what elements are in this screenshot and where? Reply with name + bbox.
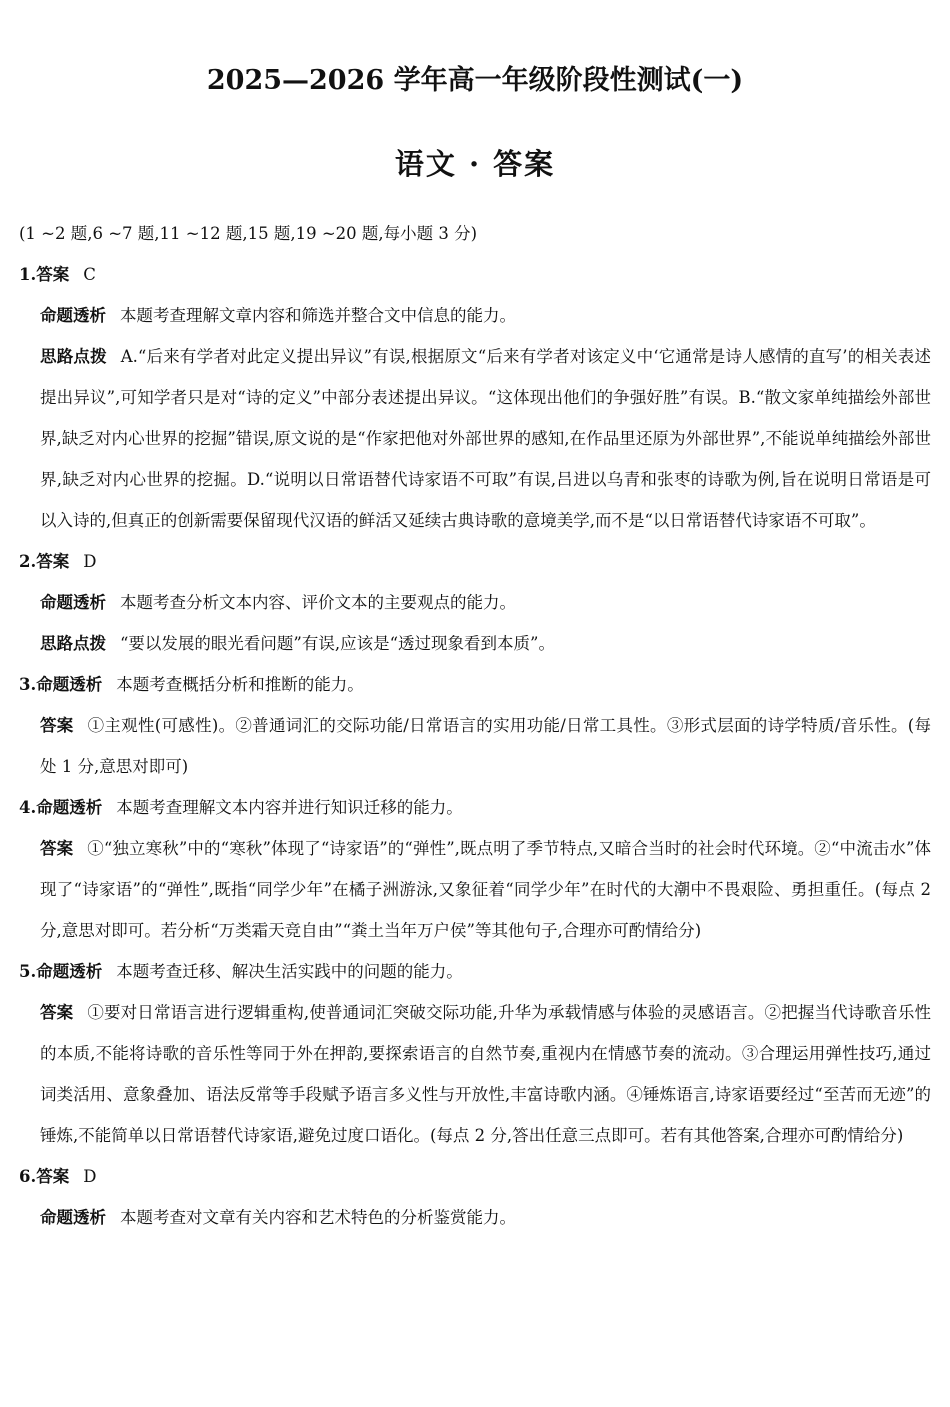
- scoring-note: (1 ~2 题,6 ~7 题,11 ~12 题,15 题,19 ~20 题,每小题 3 分): [19, 224, 478, 243]
- hint-text: “要以发展的眼光看问题”有误,应该是“透过现象看到本质”。: [120, 634, 555, 653]
- question-number: 4.: [19, 798, 37, 817]
- hint-label: 思路点拨: [40, 634, 106, 653]
- question-2-insight: [19, 582, 931, 623]
- insight-label: 命题透析: [36, 675, 103, 694]
- insight-label: 命题透析: [36, 962, 103, 981]
- question-number: 6.: [19, 1167, 37, 1186]
- hint-text: A.“后来有学者对此定义提出异议”有误,根据原文“后来有学者对该定义中‘它通常是诗人感情的直写’的相关表述提出异议”,可知学者只是对“诗的定义”中部分表述提出异议。“这体现出他们的争强好胜”有误。B.“散文家单纯描绘外部世界,缺乏对内心世界的挖掘”错误,原文说的是“作家把他对外部世界的感知,在作品里还原为外部世界”,不能说单纯描绘外部世界,缺乏对内心世界的挖掘。D.“说明以日常语替代诗家语不可取”有误,吕进以乌青和张枣的诗歌为例,旨在说明日常语是可以入诗的,但真正的创新需要保留现代汉语的鲜活又延续古典诗歌的意境美学,而不是“以日常语替代诗家语不可取”。: [40, 347, 932, 530]
- answer-value: C: [83, 265, 96, 284]
- answer-text: ①“独立寒秋”中的“寒秋”体现了“诗家语”的“弹性”,既点明了季节特点,又暗合当时的社会时代环境。②“中流击水”体现了“诗家语”的“弹性”,既指“同学少年”在橘子洲游泳,又象征着“同学少年”在时代的大潮中不畏艰险、勇担重任。(每点 2 分,意思对即可。若分析“万类霜天竞自由”“粪土当年万户侯”等其他句子,合理亦可酌情给分): [40, 839, 931, 940]
- question-2-hint: [19, 623, 931, 664]
- question-6-answer-line: [19, 1156, 931, 1197]
- insight-label: 命题透析: [36, 798, 103, 817]
- answer-label: 答案: [36, 552, 70, 571]
- insight-text: 本题考查迁移、解决生活实践中的问题的能力。: [116, 962, 463, 981]
- hint-label: 思路点拨: [40, 347, 107, 366]
- question-1-answer-line: [19, 254, 931, 295]
- question-5-answer: [19, 992, 931, 1156]
- insight-text: 本题考查理解文本内容并进行知识迁移的能力。: [116, 798, 463, 817]
- insight-label: 命题透析: [40, 593, 106, 612]
- answer-label: 答案: [40, 1003, 74, 1022]
- answer-label: 答案: [40, 716, 74, 735]
- answer-value: D: [83, 552, 97, 571]
- question-3-answer: [19, 705, 931, 787]
- answer-label: 答案: [36, 265, 70, 284]
- question-1-insight: [19, 295, 931, 336]
- question-number: 5.: [19, 962, 37, 981]
- insight-label: 命题透析: [40, 1208, 106, 1225]
- question-2-answer-line: [19, 541, 931, 582]
- question-number: 2.: [19, 552, 37, 571]
- question-3-insight-line: [19, 664, 931, 705]
- insight-text: 本题考查概括分析和推断的能力。: [116, 675, 364, 694]
- insight-label: 命题透析: [40, 306, 106, 325]
- answer-text: ①主观性(可感性)。②普通词汇的交际功能/日常语言的实用功能/日常工具性。③形式层面的诗学特质/音乐性。(每处 1 分,意思对即可): [40, 716, 932, 776]
- answer-text: ①要对日常语言进行逻辑重构,使普通词汇突破交际功能,升华为承载情感与体验的灵感语言。②把握当代诗歌音乐性的本质,不能将诗歌的音乐性等同于外在押韵,要探索语言的自然节奏,重视内在情感节奏的流动。③合理运用弹性技巧,通过词类活用、意象叠加、语法反常等手段赋予语言多义性与开放性,丰富诗歌内涵。④锤炼语言,诗家语要经过“至苦而无迹”的锤炼,不能简单以日常语替代诗家语,避免过度口语化。(每点 2 分,答出任意三点即可。若有其他答案,合理亦可酌情给分): [40, 1003, 931, 1145]
- answer-label: 答案: [36, 1167, 70, 1186]
- question-6-insight: [19, 1197, 931, 1225]
- question-5-insight-line: [19, 951, 931, 992]
- answer-label: 答案: [40, 839, 74, 858]
- insight-text: 本题考查分析文本内容、评价文本的主要观点的能力。: [120, 593, 516, 612]
- answer-value: D: [83, 1167, 97, 1186]
- insight-text: 本题考查对文章有关内容和艺术特色的分析鉴赏能力。: [120, 1208, 516, 1225]
- insight-text: 本题考查理解文章内容和筛选并整合文中信息的能力。: [120, 306, 516, 325]
- document-subtitle: 语文 · 答案: [394, 147, 556, 181]
- answer-body: [19, 213, 931, 1225]
- question-4-insight-line: [19, 787, 931, 828]
- question-number: 3.: [19, 675, 37, 694]
- question-4-answer: [19, 828, 931, 951]
- question-number: 1.: [19, 265, 37, 284]
- document-title: 2025—2026 学年高一年级阶段性测试(一): [206, 65, 744, 96]
- question-1-hint: [19, 336, 931, 541]
